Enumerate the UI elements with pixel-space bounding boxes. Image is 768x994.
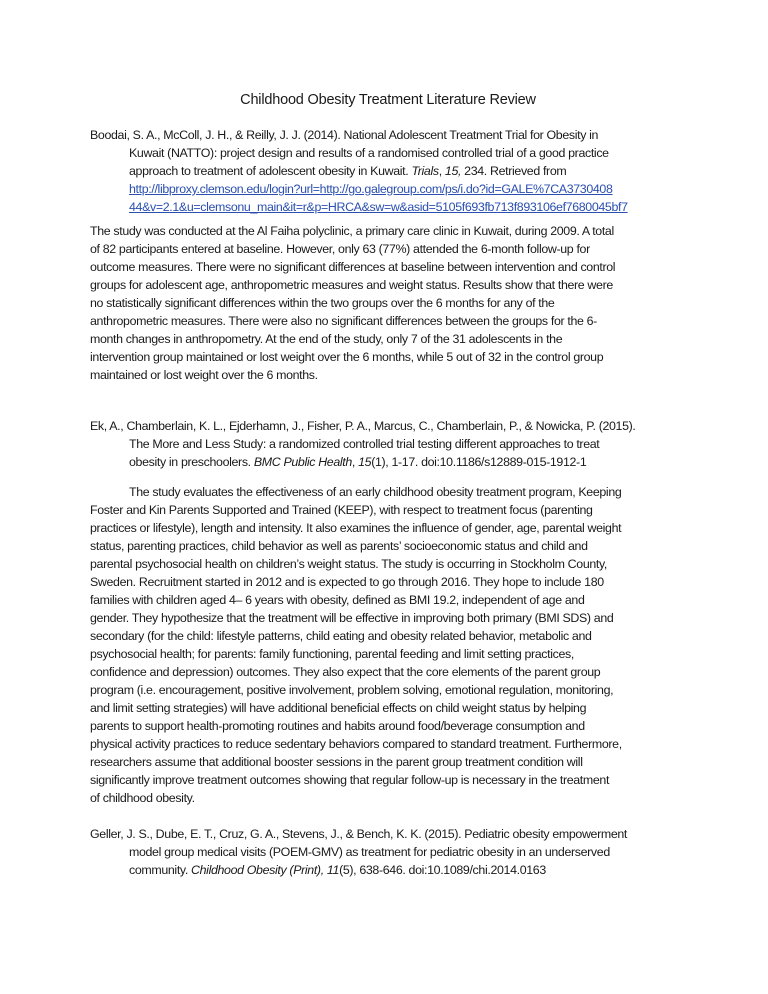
journal-volume: 15, xyxy=(444,164,462,178)
summary-line: practices or lifestyle), length and intensity. It also examines the influence of gender, age, parental weight xyxy=(90,521,622,535)
source-link[interactable]: http://libproxy.clemson.edu/login?url=http://go.galegroup.com/ps/i.do?id=GALE%7CA3730408 xyxy=(129,182,613,196)
page-title: Childhood Obesity Treatment Literature Review xyxy=(240,92,536,108)
summary-line: Sweden. Recruitment started in 2012 and is expected to go through 2016. They hope to include 180 xyxy=(90,575,604,589)
citation-line: model group medical visits (POEM-GMV) as treatment for pediatric obesity in an underserved xyxy=(129,845,610,859)
summary-line: no statistically significant differences within the two groups over the 6 months for any of the xyxy=(90,296,555,310)
citation-line: obesity in preschoolers. BMC Public Health, 15(1), 1-17. doi:10.1186/s12889-015-1912-1 xyxy=(129,455,587,469)
summary-line: of childhood obesity. xyxy=(90,791,195,805)
citation-line: community. Childhood Obesity (Print), 11(5), 638-646. doi:10.1089/chi.2014.0163 xyxy=(129,863,546,877)
summary-line: anthropometric measures. There were also no significant differences between the groups for the 6- xyxy=(90,314,597,328)
summary-line: psychosocial health; for parents: family functioning, parental feeding and limit setting practices, xyxy=(90,647,574,661)
citation-line: Kuwait (NATTO): project design and results of a randomised controlled trial of a good practice xyxy=(129,146,609,160)
summary-line: The study evaluates the effectiveness of an early childhood obesity treatment program, Keeping xyxy=(129,485,622,499)
journal-volume: 15 xyxy=(358,455,372,469)
summary-line: families with children aged 4– 6 years with obesity, defined as BMI 19.2, independent of age and xyxy=(90,593,585,607)
journal-name: BMC Public Health xyxy=(253,455,352,469)
summary-line: status, parenting practices, child behavior as well as parents’ socioeconomic status and child and xyxy=(90,539,588,553)
summary-line: month changes in anthropometry. At the end of the study, only 7 of the 31 adolescents in the xyxy=(90,332,563,346)
summary-line: gender. They hypothesize that the treatment will be effective in improving both primary (BMI SDS) and xyxy=(90,611,614,625)
citation-line: Boodai, S. A., McColl, J. H., & Reilly, J. J. (2014). National Adolescent Treatment Trial for Obesity in xyxy=(90,128,599,142)
summary-line: Foster and Kin Parents Supported and Trained (KEEP), with respect to treatment focus (parenting xyxy=(90,503,593,517)
citation-line: Geller, J. S., Dube, E. T., Cruz, G. A., Stevens, J., & Bench, K. K. (2015). Pediatric obesity empowerment xyxy=(90,827,628,841)
summary-line: The study was conducted at the Al Faiha polyclinic, a primary care clinic in Kuwait, during 2009. A total xyxy=(90,224,614,238)
source-link-continued[interactable]: 44&v=2.1&u=clemsonu_main&it=r&p=HRCA&sw=w&asid=5105f693fb713f893106ef7680045bf7 xyxy=(129,200,628,214)
summary-line: researchers assume that additional booster sessions in the parent group treatment condition will xyxy=(90,755,583,769)
summary-line: confidence and depression) outcomes. They also expect that the core elements of the parent group xyxy=(90,665,601,679)
journal-name: Trials xyxy=(411,164,439,178)
summary-line: secondary (for the child: lifestyle patterns, child eating and obesity related behavior, metabolic and xyxy=(90,629,592,643)
summary-line: program (i.e. encouragement, positive involvement, problem solving, emotional regulation, monitoring, xyxy=(90,683,614,697)
citation-line: approach to treatment of adolescent obesity in Kuwait. Trials, 15, 234. Retrieved from xyxy=(129,164,567,178)
summary-line: groups for adolescent age, anthropometric measures and weight status. Results show that there were xyxy=(90,278,613,292)
citation-line: The More and Less Study: a randomized controlled trial testing different approaches to treat xyxy=(129,437,600,451)
summary-line: physical activity practices to reduce sedentary behaviors compared to standard treatment. Furthermore, xyxy=(90,737,622,751)
summary-line: significantly improve treatment outcomes showing that regular follow-up is necessary in the treatment xyxy=(90,773,610,787)
summary-line: parental psychosocial health on children’s weight status. The study is occurring in Stockholm County, xyxy=(90,557,608,571)
journal-name: Childhood Obesity (Print), xyxy=(191,863,324,877)
summary-line: outcome measures. There were no significant differences at baseline between intervention and control xyxy=(90,260,616,274)
summary-line: intervention group maintained or lost weight over the 6 months, while 5 out of 32 in the control group xyxy=(90,350,604,364)
summary-line: maintained or lost weight over the 6 months. xyxy=(90,368,318,382)
summary-line: parents to support health-promoting routines and habits around food/beverage consumption and xyxy=(90,719,585,733)
journal-volume: 11 xyxy=(326,863,340,877)
summary-line: of 82 participants entered at baseline. However, only 63 (77%) attended the 6-month follow-up for xyxy=(90,242,590,256)
summary-line: and limit setting strategies) will have additional beneficial effects on child weight status by helping xyxy=(90,701,587,715)
citation-line: Ek, A., Chamberlain, K. L., Ejderhamn, J., Fisher, P. A., Marcus, C., Chamberlain, P., & Nowicka, P. (2015). xyxy=(90,419,636,433)
